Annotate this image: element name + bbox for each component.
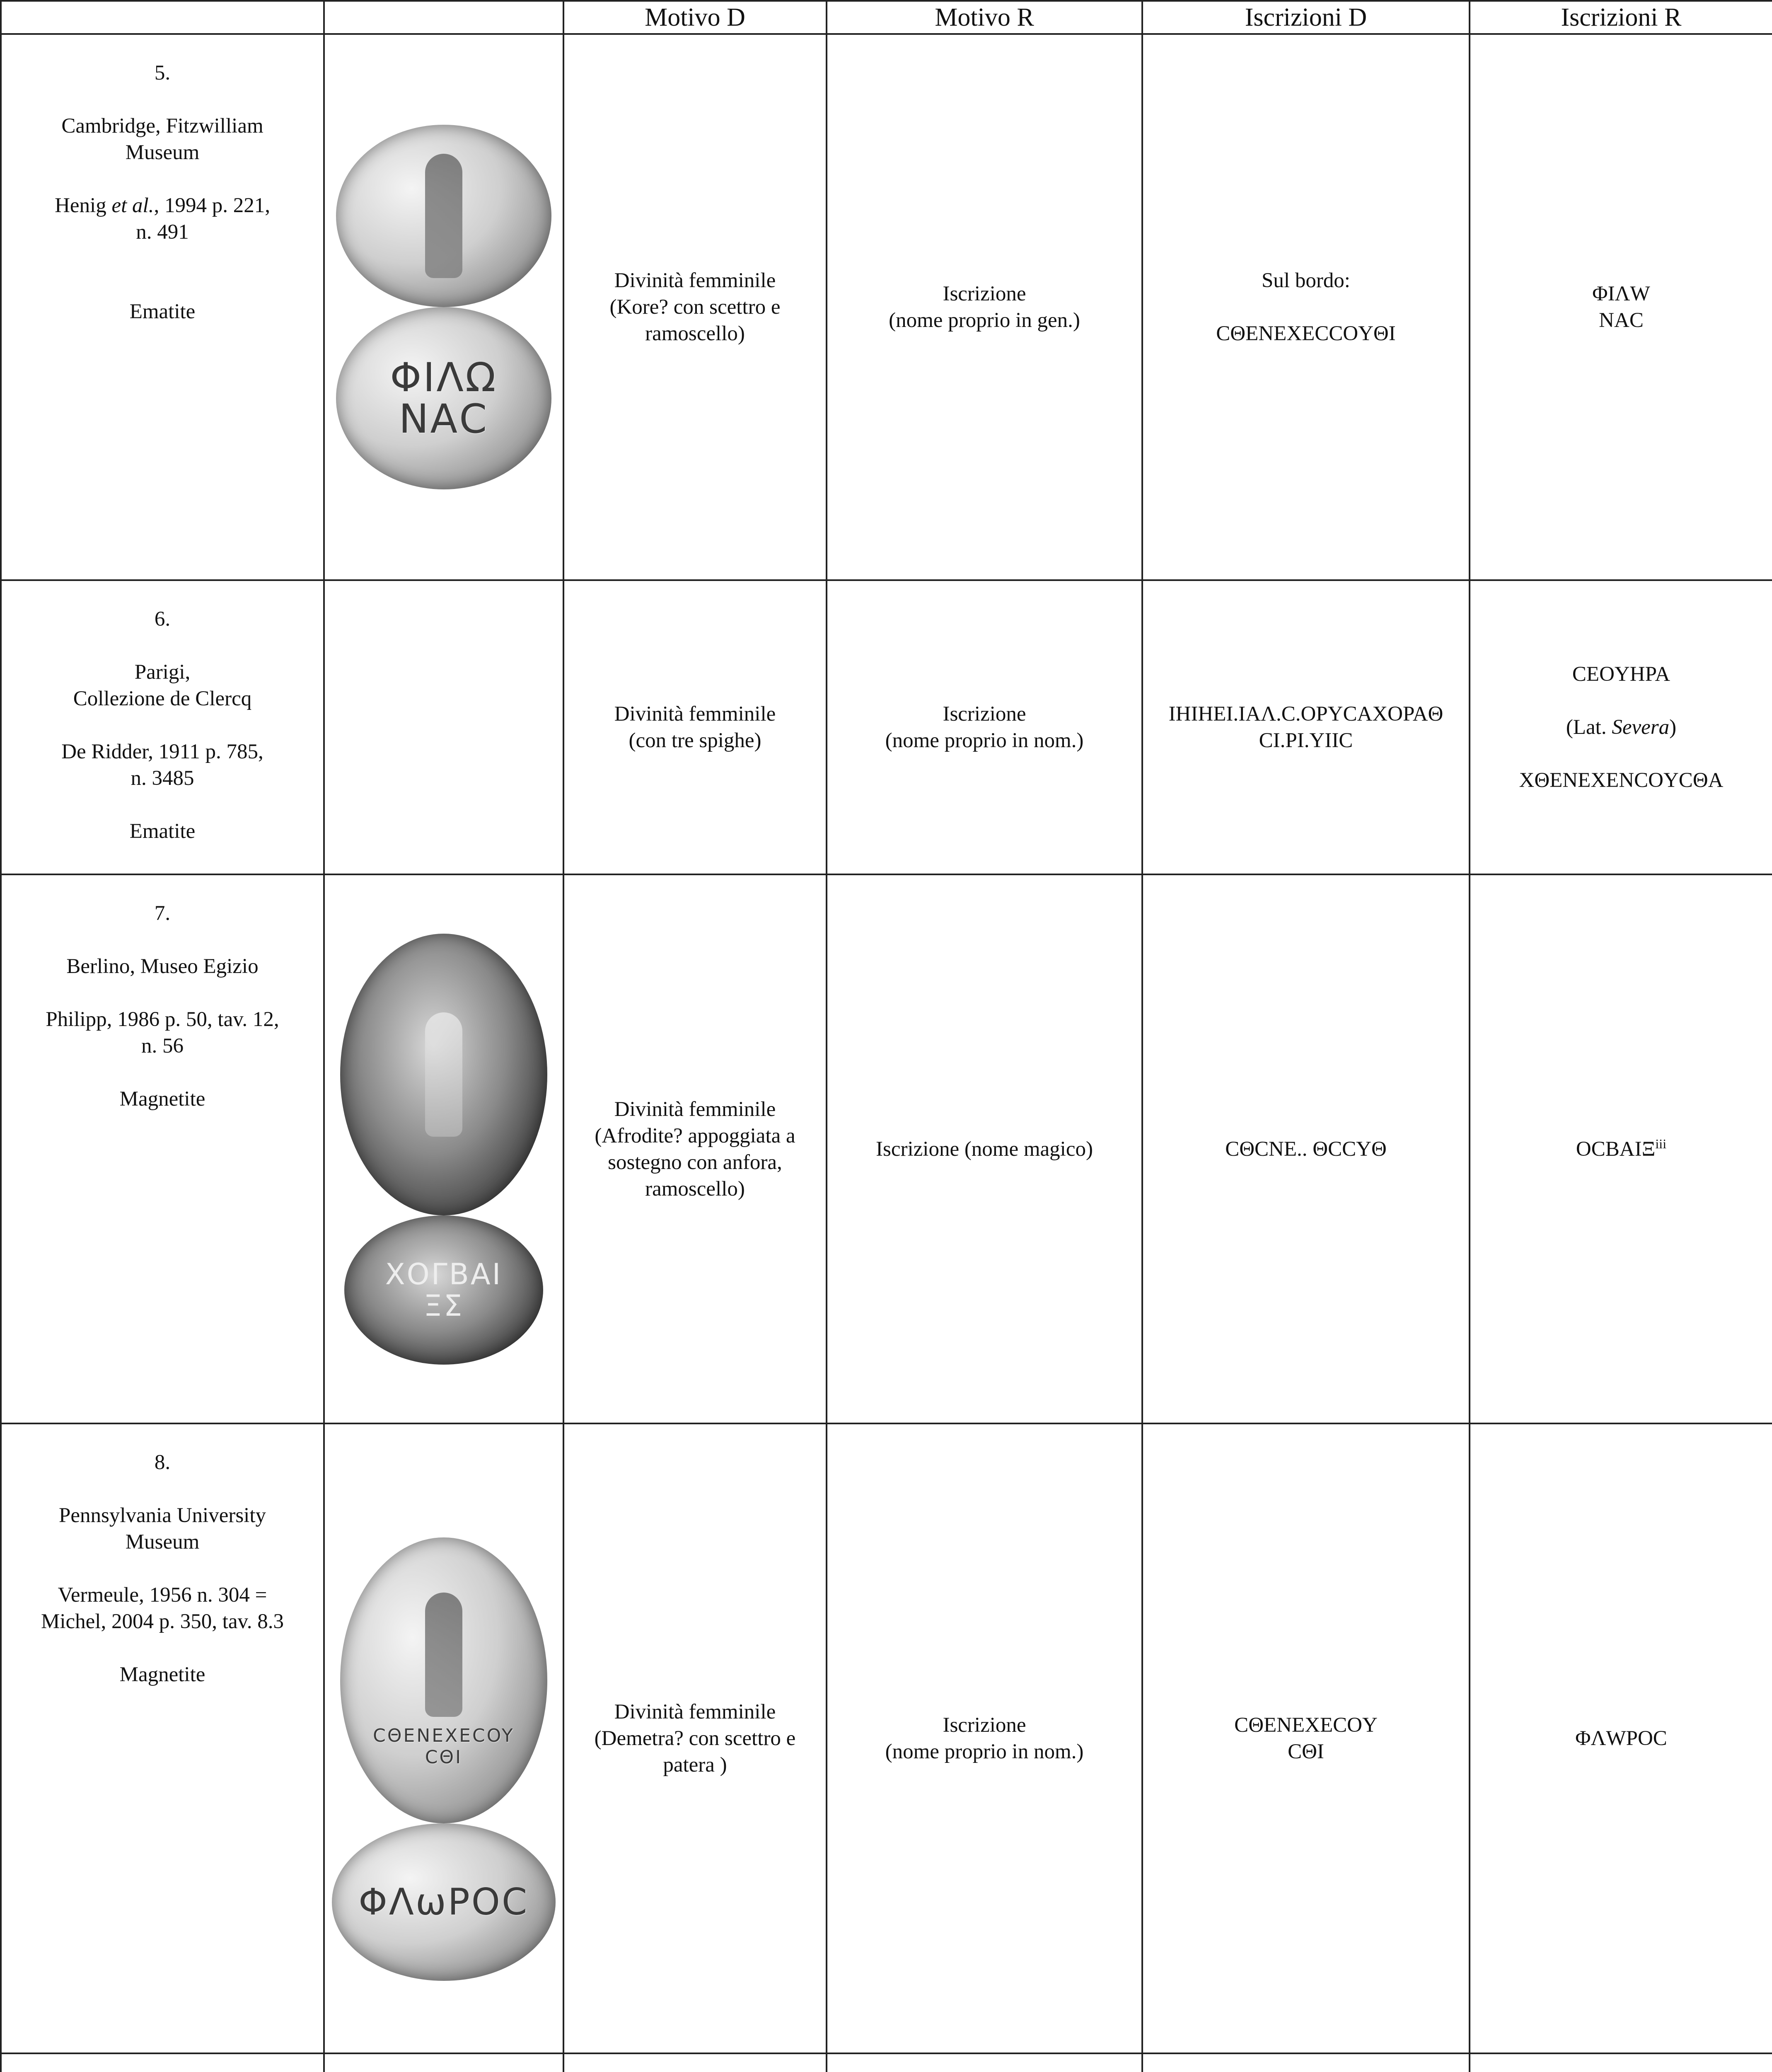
table-row: [1, 580, 1772, 874]
entry-location: Berlino, Museo Egizio: [66, 955, 259, 978]
footnote-ref-iii[interactable]: iii: [1655, 1136, 1667, 1151]
goddess-figure-icon: [425, 154, 462, 278]
motivo-r-text: (nome proprio in nom.): [885, 1740, 1084, 1763]
goddess-figure-icon: [425, 1012, 462, 1137]
entry-info: [1, 34, 324, 580]
gem-images: [324, 34, 563, 580]
motivo-d-text: (Demetra? con scettro e: [594, 1727, 796, 1750]
header-motivo-r: Motivo R: [827, 1, 1142, 34]
iscrizioni-r-cell: [1470, 2053, 1772, 2072]
iscrizioni-d-text: CΘENEXECOY: [1234, 1714, 1378, 1737]
iscrizioni-r-text: NAC: [1599, 309, 1644, 332]
goddess-figure-icon: [425, 1593, 462, 1717]
motivo-d-cell: [563, 580, 827, 874]
gem-images: [324, 874, 563, 1423]
header-motivo-d: Motivo D: [563, 1, 827, 34]
entry-info: [1, 874, 324, 1423]
motivo-r-text: Iscrizione: [943, 282, 1026, 305]
gem-inscription: ΧΟΓΒΑΙ ΞΣ: [385, 1257, 503, 1323]
entry-location: Cambridge, Fitzwilliam: [61, 114, 264, 138]
motivo-d-text: sostegno con anfora,: [608, 1150, 782, 1174]
gem-images: [324, 1423, 563, 2053]
table-row: [1, 874, 1772, 1423]
motivo-r-text: Iscrizione: [943, 702, 1026, 726]
motivo-r-cell: [827, 1423, 1142, 2053]
motivo-d-text: patera ): [663, 1753, 727, 1777]
entry-number: 6.: [154, 608, 171, 631]
entry-material: Ematite: [129, 300, 196, 323]
iscrizioni-d-text: CΘI: [1288, 1740, 1324, 1763]
gem-obverse-image: [340, 1537, 547, 1823]
motivo-d-text: Divinità femminile: [614, 702, 776, 726]
iscrizioni-r-cell: [1470, 1423, 1772, 2053]
header-iscrizioni-d: Iscrizioni D: [1142, 1, 1470, 34]
iscrizioni-d-text: IHIHEI.IAΛ.C.OPYCAXOPAΘ: [1168, 702, 1443, 726]
iscrizioni-r-latin: (Lat. Severa): [1566, 716, 1677, 739]
iscrizioni-r-text: ΦIΛW: [1592, 282, 1650, 305]
motivo-r-cell: [827, 874, 1142, 1423]
entry-location: Collezione de Clercq: [73, 687, 252, 710]
entry-material: Magnetite: [119, 1087, 205, 1111]
motivo-d-cell: [563, 2053, 827, 2072]
motivo-d-cell: [563, 1423, 827, 2053]
iscrizioni-r-text: OCBAIΞ$^{iii}$: [1576, 1136, 1667, 1161]
motivo-r-text: (nome proprio in nom.): [885, 729, 1084, 752]
iscrizioni-d-text: CΘENEXECCOYΘI: [1216, 322, 1396, 345]
motivo-r-cell: [827, 34, 1142, 580]
motivo-d-text: Divinità femminile: [614, 1700, 776, 1723]
entry-location: Parigi,: [134, 661, 191, 684]
entry-reference: n. 56: [141, 1034, 184, 1058]
motivo-r-cell: [827, 2053, 1142, 2072]
header-row: [1, 1, 1772, 34]
motivo-r-cell: [827, 580, 1142, 874]
iscrizioni-d-text: CI.PI.YIIC: [1259, 729, 1353, 752]
motivo-d-cell: [563, 34, 827, 580]
iscrizioni-d-cell: [1142, 580, 1470, 874]
motivo-d-text: (con tre spighe): [629, 729, 762, 752]
table-row: [1, 34, 1772, 580]
motivo-d-cell: [563, 874, 827, 1423]
iscrizioni-r-text: CEOYHPA: [1572, 663, 1670, 686]
entry-reference: n. 3485: [131, 767, 194, 790]
motivo-d-text: ramoscello): [645, 1177, 745, 1201]
iscrizioni-r-text: ΦΛWPOC: [1575, 1727, 1667, 1750]
iscrizioni-d-cell: [1142, 1423, 1470, 2053]
gem-reverse-image: [344, 1215, 543, 1365]
entry-reference: Michel, 2004 p. 350, tav. 8.3: [41, 1610, 284, 1633]
entry-info: [1, 2053, 324, 2072]
motivo-d-text: (Afrodite? appoggiata a: [595, 1124, 795, 1147]
iscrizioni-d-cell: [1142, 2053, 1470, 2072]
entry-number: 5.: [154, 61, 171, 85]
entry-reference: Vermeule, 1956 n. 304 =: [58, 1583, 267, 1607]
motivo-d-text: (Kore? con scettro e: [609, 295, 781, 319]
table-row: [1, 2053, 1772, 2072]
header-col-1: [324, 1, 563, 34]
gem-reverse-image: [336, 307, 551, 489]
iscrizioni-d-text: Sul bordo:: [1262, 269, 1350, 292]
gem-images: [324, 580, 563, 874]
motivo-d-text: ramoscello): [645, 322, 745, 345]
entry-reference: n. 491: [136, 220, 189, 244]
table-row: [1, 1423, 1772, 2053]
motivo-r-text: Iscrizione (nome magico): [876, 1137, 1093, 1161]
gem-images: [324, 2053, 563, 2072]
entry-location: Pennsylvania University: [58, 1504, 266, 1527]
entry-info: [1, 580, 324, 874]
iscrizioni-r-cell: [1470, 34, 1772, 580]
entry-material: Magnetite: [119, 1663, 205, 1686]
iscrizioni-r-cell: [1470, 874, 1772, 1423]
gem-inscription: ΦΙΛΩ ΝΑC: [390, 354, 498, 442]
gem-inscription: CΘENEXECOY CΘI: [373, 1725, 515, 1768]
gem-obverse-image: [340, 934, 547, 1215]
entry-location: Museum: [125, 141, 200, 164]
entry-number: 8.: [154, 1451, 171, 1474]
motivo-d-text: Divinità femminile: [614, 269, 776, 292]
motivo-r-text: Iscrizione: [943, 1714, 1026, 1737]
entry-reference: De Ridder, 1911 p. 785,: [61, 740, 264, 763]
entry-material: Ematite: [129, 820, 196, 843]
header-iscrizioni-r: Iscrizioni R: [1470, 1, 1772, 34]
header-col-0: [1, 1, 324, 34]
entry-number: 7.: [154, 902, 171, 925]
motivo-r-text: (nome proprio in gen.): [889, 309, 1080, 332]
motivo-d-text: Divinità femminile: [614, 1097, 776, 1121]
entry-reference: Henig et al., 1994 p. 221,: [55, 194, 270, 217]
iscrizioni-d-cell: [1142, 874, 1470, 1423]
gem-reverse-image: [332, 1823, 556, 1981]
gem-inscription: ΦΛωΡΟC: [358, 1881, 529, 1923]
iscrizioni-d-text: CΘCNE.. ΘCCYΘ: [1225, 1137, 1387, 1161]
iscrizioni-d-cell: [1142, 34, 1470, 580]
gem-obverse-image: [336, 125, 551, 307]
iscrizioni-r-text: XΘENEXENCOYCΘA: [1519, 769, 1724, 792]
iscrizioni-r-cell: [1470, 580, 1772, 874]
entry-reference: Philipp, 1986 p. 50, tav. 12,: [46, 1008, 279, 1031]
entry-location: Museum: [125, 1530, 200, 1554]
entry-info: [1, 1423, 324, 2053]
